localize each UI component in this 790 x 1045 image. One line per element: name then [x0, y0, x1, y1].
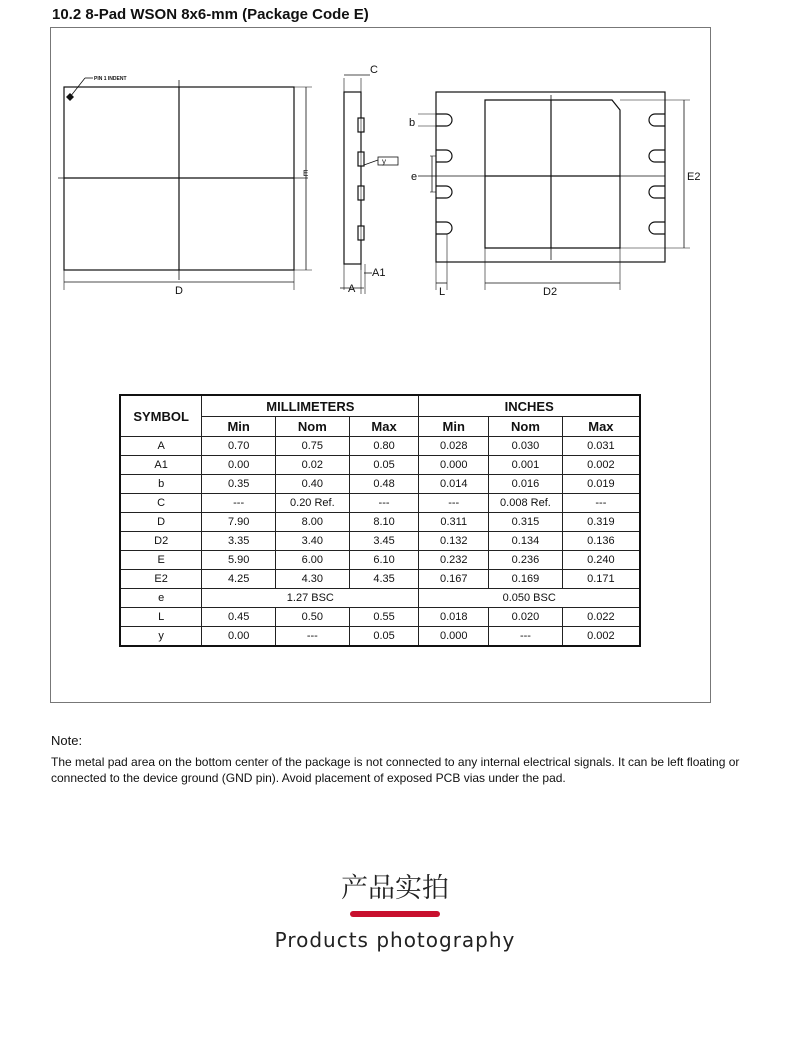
table-cell: 0.002 — [562, 456, 640, 475]
dim-label-l: L — [439, 286, 446, 298]
table-cell: 0.75 — [275, 437, 349, 456]
table-cell: 0.001 — [489, 456, 563, 475]
note-heading: Note: — [51, 733, 83, 748]
section-title: 10.2 8-Pad WSON 8x6-mm (Package Code E) — [52, 6, 369, 23]
table-cell: 3.40 — [275, 532, 349, 551]
table-cell: 0.48 — [349, 475, 419, 494]
dim-label-y: y — [382, 157, 386, 166]
en-section-title: Products photography — [274, 928, 516, 952]
table-cell: 0.02 — [275, 456, 349, 475]
table-cell: 0.019 — [562, 475, 640, 494]
dim-label-e-pitch: e — [411, 171, 418, 183]
table-cell: 0.00 — [202, 627, 276, 647]
table-cell: 0.008 Ref. — [489, 494, 563, 513]
dim-label-e2: E2 — [687, 171, 701, 183]
pin1-label: PIN 1 INDENT — [94, 76, 127, 82]
column-header: Min — [202, 417, 276, 437]
table-cell: 1.27 BSC — [202, 589, 419, 608]
table-cell: 7.90 — [202, 513, 276, 532]
side-view — [340, 75, 398, 294]
table-cell: 5.90 — [202, 551, 276, 570]
table-cell: E — [120, 551, 202, 570]
dim-label-d2: D2 — [543, 286, 558, 298]
package-drawing — [0, 0, 790, 400]
table-cell: 0.136 — [562, 532, 640, 551]
table-cell: 8.10 — [349, 513, 419, 532]
table-cell: 6.00 — [275, 551, 349, 570]
pin1-indent-icon — [66, 93, 74, 101]
table-cell: A1 — [120, 456, 202, 475]
dim-label-a: A — [348, 283, 356, 295]
table-cell: 0.232 — [419, 551, 489, 570]
table-cell: 3.45 — [349, 532, 419, 551]
inches-header: INCHES — [419, 395, 640, 417]
table-cell: 0.020 — [489, 608, 563, 627]
table-cell: 0.000 — [419, 456, 489, 475]
table-cell: 0.05 — [349, 627, 419, 647]
table-cell: --- — [275, 627, 349, 647]
table-cell: 0.030 — [489, 437, 563, 456]
table-cell: 0.50 — [275, 608, 349, 627]
column-header: Min — [419, 417, 489, 437]
table-cell: 0.171 — [562, 570, 640, 589]
table-cell: 0.002 — [562, 627, 640, 647]
table-cell: A — [120, 437, 202, 456]
table-cell: 0.35 — [202, 475, 276, 494]
table-cell: C — [120, 494, 202, 513]
table-cell: b — [120, 475, 202, 494]
table-row — [120, 589, 640, 608]
table-cell: e — [120, 589, 202, 608]
column-header: Max — [562, 417, 640, 437]
dim-label-b: b — [409, 117, 416, 129]
dim-label-e: E — [303, 169, 309, 178]
table-cell: 0.55 — [349, 608, 419, 627]
cn-section-title: 产品实拍 — [341, 873, 449, 904]
column-header: Max — [349, 417, 419, 437]
table-cell: 0.70 — [202, 437, 276, 456]
table-cell: 8.00 — [275, 513, 349, 532]
table-row — [120, 627, 640, 647]
table-row — [120, 494, 640, 513]
table-cell: E2 — [120, 570, 202, 589]
table-row — [120, 475, 640, 494]
table-cell: --- — [489, 627, 563, 647]
table-cell: 0.022 — [562, 608, 640, 627]
table-cell: 0.169 — [489, 570, 563, 589]
table-cell: 0.40 — [275, 475, 349, 494]
table-cell: 0.028 — [419, 437, 489, 456]
dim-label-d: D — [175, 285, 183, 297]
table-cell: L — [120, 608, 202, 627]
table-cell: 0.319 — [562, 513, 640, 532]
table-cell: 0.018 — [419, 608, 489, 627]
table-cell: 3.35 — [202, 532, 276, 551]
table-cell: 0.315 — [489, 513, 563, 532]
table-cell: 0.134 — [489, 532, 563, 551]
table-cell: --- — [562, 494, 640, 513]
table-cell: 0.000 — [419, 627, 489, 647]
table-cell: 0.00 — [202, 456, 276, 475]
table-cell: 6.10 — [349, 551, 419, 570]
table-cell: 0.240 — [562, 551, 640, 570]
table-cell: --- — [419, 494, 489, 513]
table-row — [120, 608, 640, 627]
table-cell: 0.05 — [349, 456, 419, 475]
table-cell: --- — [349, 494, 419, 513]
table-cell: 4.30 — [275, 570, 349, 589]
bottom-view — [418, 92, 690, 290]
dim-label-c: C — [370, 64, 378, 76]
symbol-header: SYMBOL — [120, 395, 202, 437]
table-cell: 0.236 — [489, 551, 563, 570]
table-cell: 0.45 — [202, 608, 276, 627]
table-cell: 4.25 — [202, 570, 276, 589]
table-cell: 0.132 — [419, 532, 489, 551]
table-cell: 0.311 — [419, 513, 489, 532]
table-row — [120, 570, 640, 589]
table-row — [120, 437, 640, 456]
table-cell: --- — [202, 494, 276, 513]
table-cell: 4.35 — [349, 570, 419, 589]
note-text: The metal pad area on the bottom center of the package is not connected to any internal electrical signals. It can be left floating or connected to the device ground (GND pin). Avoid placement of exposed PCB vias under the pad. — [51, 755, 740, 785]
table-row — [120, 513, 640, 532]
table-row — [120, 456, 640, 475]
table-cell: 0.80 — [349, 437, 419, 456]
dimensions-table — [119, 394, 641, 647]
table-cell: 0.031 — [562, 437, 640, 456]
table-cell: 0.20 Ref. — [275, 494, 349, 513]
table-row — [120, 551, 640, 570]
millimeters-header: MILLIMETERS — [202, 395, 419, 417]
column-header: Nom — [489, 417, 563, 437]
table-cell: 0.167 — [419, 570, 489, 589]
table-row — [120, 532, 640, 551]
column-header: Nom — [275, 417, 349, 437]
accent-underline — [350, 911, 440, 917]
table-cell: y — [120, 627, 202, 647]
top-view — [58, 78, 312, 290]
table-cell: D2 — [120, 532, 202, 551]
table-cell: 0.050 BSC — [419, 589, 640, 608]
table-cell: D — [120, 513, 202, 532]
dim-label-a1: A1 — [372, 267, 386, 279]
table-cell: 0.016 — [489, 475, 563, 494]
table-cell: 0.014 — [419, 475, 489, 494]
